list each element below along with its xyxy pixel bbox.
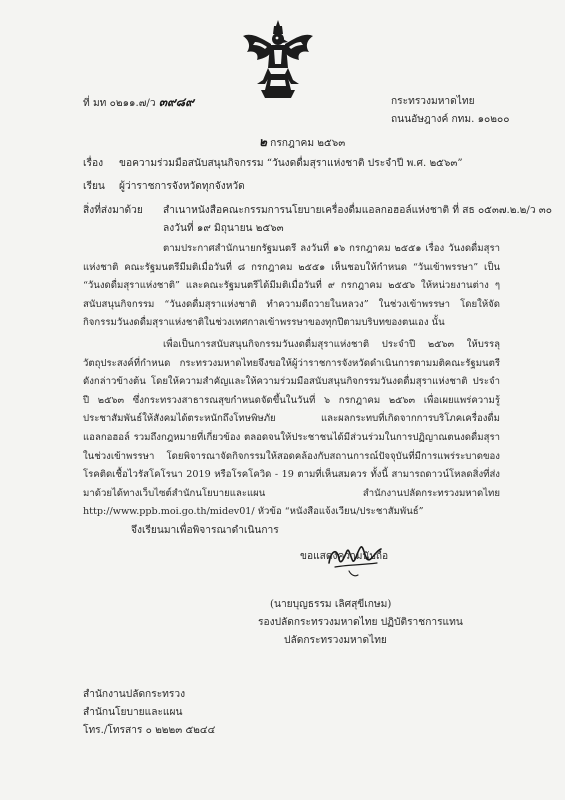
complimentary-close: ขอแสดงความนับถือ xyxy=(300,551,389,562)
reference-printed: ๐๒๑๑.๗/ว xyxy=(109,98,156,109)
date-month-year: กรกฎาคม ๒๕๖๓ xyxy=(270,138,346,149)
reference-number xyxy=(83,95,194,111)
body-paragraph-2: เพื่อเป็นการสนับสนุนกิจกรรมวันงดดื่มสุราแห่งชาติ ประจำปี ๒๕๖๓ ให้บรรลุวัตถุประสงค์ที่กำหนด กระทรวงมหาดไทยจึงขอให้ผู้ว่าราชการจังหวัดดำเนินการตามมติคณะรัฐมนตรีดังกล่าวข้างต้น โดยให้ความสำคัญและให้ความร่วมมือสนับสนุนกิจกรรมวันงดดื่มสุราแห่งชาติ ประจำปี ๒๕๖๓ ซึ่งกระทรวงสาธารณสุขกำหนดจัดขึ้นในวันที่ ๖ กรกฎาคม ๒๕๖๓ เพื่อเผยแพร่ความรู้ ประชาสัมพันธ์ให้สังคมได้ตระหนักถึงโทษพิษภัย และผลกระทบที่เกิดจากการบริโภคเครื่องดื่มแอลกอฮอล์ รวมถึงกฎหมายที่เกี่ยวข้อง ตลอดจนให้ประชาชนได้มีส่วนร่วมในการปฏิญาณตนงดดื่มสุราในช่วงเข้าพรรษา โดยพิจารณาจัดกิจกรรมให้สอดคล้องกับสถานการณ์ปัจจุบันที่มีการแพร่ระบาดของโรคติดเชื้อไวรัสโคโรนา 2019 หรือโรคโควิด - 19 ตามที่เห็นสมควร ทั้งนี้ สามารถดาวน์โหลดสิ่งที่ส่งมาด้วยได้ทางเว็บไซต์สำนักนโยบายและแผน สำนักงานปลัดกระทรวงมหาดไทย http://www.ppb.moi.go.th/midev01/ หัวข้อ “หนังสือแจ้งเวียน/ประชาสัมพันธ์” xyxy=(83,339,500,518)
footer-office-1: สำนักงานปลัดกระทรวง xyxy=(83,689,186,700)
signatory-position-2: ปลัดกระทรวงมหาดไทย xyxy=(284,635,387,646)
garuda-emblem-icon xyxy=(241,18,315,100)
enclosure-label: สิ่งที่ส่งมาด้วย xyxy=(83,205,143,216)
reference-handwritten: ๓๙๘๙ xyxy=(158,95,194,109)
signatory-position-1: รองปลัดกระทรวงมหาดไทย ปฏิบัติราชการแทน xyxy=(258,617,463,628)
salutation-label: เรียน xyxy=(83,181,105,192)
footer-phone: โทร./โทรสาร ๐ ๒๒๒๓ ๕๒๔๔ xyxy=(83,725,216,736)
enclosure-line1: สำเนาหนังสือคณะกรรมการนโยบายเครื่องดื่มแอลกอฮอล์แห่งชาติ ที่ สธ ๐๕๓๗.๒.๒/ว ๓๐ xyxy=(163,205,552,216)
subject-label: เรื่อง xyxy=(83,158,104,169)
handwritten-signature xyxy=(325,533,385,579)
reference-label: ที่ มท xyxy=(83,98,107,109)
letter-date xyxy=(259,135,345,151)
sender-address: ถนนอัษฎางค์ กทม. ๑๐๒๐๐ xyxy=(391,114,510,125)
footer-office-2: สำนักนโยบายและแผน xyxy=(83,707,183,718)
sender-name: กระทรวงมหาดไทย xyxy=(391,96,475,107)
salutation-text: ผู้ว่าราชการจังหวัดทุกจังหวัด xyxy=(119,181,245,192)
date-day: ๒ xyxy=(259,135,267,149)
enclosure-line2: ลงวันที่ ๑๙ มิถุนายน ๒๕๖๓ xyxy=(163,223,284,234)
subject-text: ขอความร่วมมือสนับสนุนกิจกรรม “วันงดดื่มสุราแห่งชาติ ประจำปี พ.ศ. ๒๕๖๓” xyxy=(119,158,463,169)
body-paragraph-1: ตามประกาศสำนักนายกรัฐมนตรี ลงวันที่ ๑๖ กรกฎาคม ๒๕๕๑ เรื่อง วันงดดื่มสุราแห่งชาติ คณะรัฐมนตรีมีมติเมื่อวันที่ ๘ กรกฎาคม ๒๕๕๑ เห็นชอบให้กำหนด “วันเข้าพรรษา” เป็น “วันงดดื่มสุราแห่งชาติ” และคณะรัฐมนตรีได้มีมติเมื่อวันที่ ๙ กรกฎาคม ๒๕๕๖ ให้หน่วยงานต่าง ๆ สนับสนุนกิจกรรม “วันงดดื่มสุราแห่งชาติ ทำความดีถวายในหลวง” ในช่วงเข้าพรรษา โดยให้จัดกิจกรรมวันงดดื่มสุราแห่งชาติในช่วงเทศกาลเข้าพรรษาของทุกปีตามบริบทของตนเอง นั้น xyxy=(83,243,500,329)
closing-request: จึงเรียนมาเพื่อพิจารณาดำเนินการ xyxy=(131,525,279,536)
signatory-name: (นายบุญธรรม เลิศสุขีเกษม) xyxy=(270,599,392,610)
